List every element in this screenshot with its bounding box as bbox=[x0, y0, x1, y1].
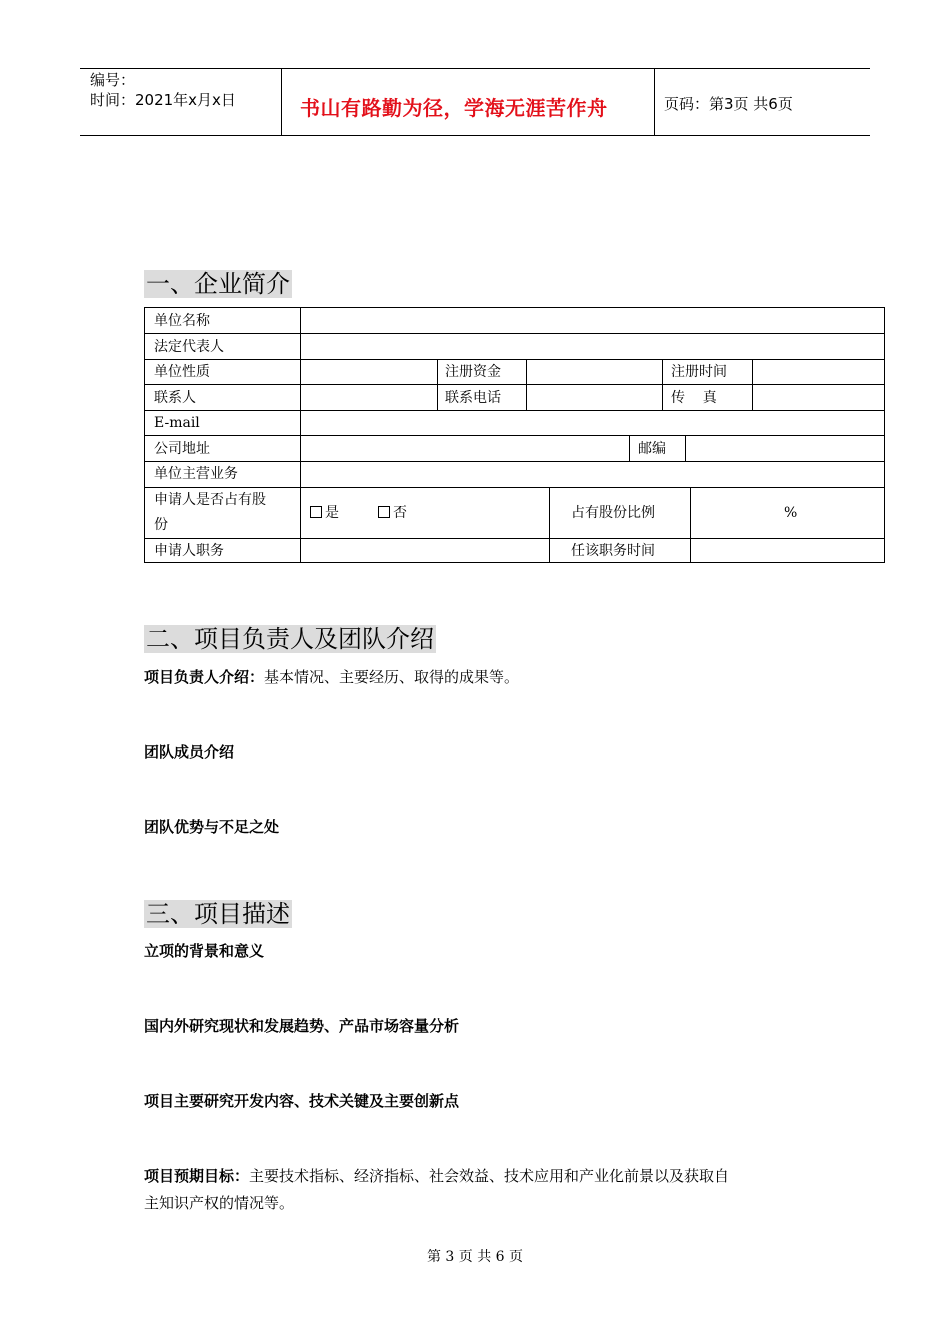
header-meta bbox=[90, 70, 236, 110]
label-main-business: 单位主营业务 bbox=[154, 466, 238, 482]
goals-label: 项目预期目标： bbox=[144, 1167, 250, 1185]
table-col-rule bbox=[752, 359, 753, 410]
label-position-time: 任该职务时间 bbox=[571, 543, 655, 559]
label-fax: 传 真 bbox=[671, 390, 717, 406]
team-members-heading: 团队成员介绍 bbox=[144, 743, 235, 761]
section-title-team: 二、项目负责人及团队介绍 bbox=[146, 625, 434, 653]
main-content-heading: 项目主要研究开发内容、技术关键及主要创新点 bbox=[144, 1092, 460, 1110]
label-position: 申请人职务 bbox=[154, 543, 224, 559]
label-unit-nature: 单位性质 bbox=[154, 364, 210, 380]
document-number-label: 编号： bbox=[90, 71, 136, 89]
table-col-rule bbox=[690, 487, 691, 562]
table-col-rule bbox=[526, 359, 527, 410]
table-col-rule bbox=[437, 359, 438, 410]
option-no-label: 否 bbox=[393, 505, 407, 521]
table-col-rule bbox=[549, 487, 550, 562]
company-info-table bbox=[144, 307, 885, 563]
background-heading: 立项的背景和意义 bbox=[144, 942, 265, 960]
label-reg-capital: 注册资金 bbox=[445, 364, 501, 380]
table-rule bbox=[145, 461, 884, 462]
goals-text-1: 主要技术指标、经济指标、社会效益、技术应用和产业化前景以及获取自 bbox=[249, 1167, 730, 1185]
label-reg-time: 注册时间 bbox=[671, 364, 727, 380]
label-share-ratio: 占有股份比例 bbox=[571, 505, 655, 521]
header-motto: 书山有路勤为径，学海无涯苦作舟 bbox=[300, 96, 608, 120]
label-unit-name: 单位名称 bbox=[154, 313, 210, 329]
label-has-shares-1: 申请人是否占有股 bbox=[154, 492, 266, 508]
table-rule bbox=[145, 538, 884, 539]
table-col-rule bbox=[300, 308, 301, 562]
label-legal-rep: 法定代表人 bbox=[154, 339, 224, 355]
page-footer: 第 3 页 共 6 页 bbox=[426, 1249, 524, 1265]
table-col-rule bbox=[685, 435, 686, 461]
percent-sign: % bbox=[784, 505, 798, 521]
header-top-rule bbox=[80, 68, 870, 69]
research-status-heading: 国内外研究现状和发展趋势、产品市场容量分析 bbox=[144, 1017, 460, 1035]
label-contact: 联系人 bbox=[154, 390, 196, 406]
document-date: 时间：2021年x月x日 bbox=[90, 91, 236, 109]
label-postcode: 邮编 bbox=[638, 441, 666, 457]
team-strengths-heading: 团队优势与不足之处 bbox=[144, 818, 280, 836]
header-page-info: 页码：第3页 共6页 bbox=[664, 95, 793, 113]
section-title-company: 一、企业简介 bbox=[146, 270, 290, 298]
label-address: 公司地址 bbox=[154, 441, 210, 457]
checkbox-yes[interactable] bbox=[310, 506, 322, 518]
goals-paragraph bbox=[144, 1162, 729, 1190]
table-col-rule bbox=[629, 435, 630, 461]
table-rule bbox=[145, 359, 884, 360]
goals-text-2: 主知识产权的情况等。 bbox=[144, 1194, 295, 1212]
table-rule bbox=[145, 333, 884, 334]
table-rule bbox=[145, 435, 884, 436]
option-no[interactable] bbox=[378, 502, 407, 524]
option-yes[interactable] bbox=[310, 502, 339, 524]
label-phone: 联系电话 bbox=[445, 390, 501, 406]
label-has-shares-2: 份 bbox=[154, 517, 168, 533]
checkbox-no[interactable] bbox=[378, 506, 390, 518]
label-email: E-mail bbox=[154, 415, 200, 431]
leader-intro-text: 基本情况、主要经历、取得的成果等。 bbox=[264, 668, 520, 686]
table-col-rule bbox=[662, 359, 663, 410]
header-bottom-rule bbox=[80, 135, 870, 136]
leader-intro bbox=[144, 663, 519, 691]
leader-intro-label: 项目负责人介绍： bbox=[144, 668, 265, 686]
header-divider-right bbox=[654, 68, 655, 136]
option-yes-label: 是 bbox=[325, 505, 339, 521]
table-rule bbox=[145, 384, 884, 385]
header-divider-left bbox=[281, 68, 282, 136]
table-rule bbox=[145, 410, 884, 411]
table-rule bbox=[145, 487, 884, 488]
section-title-project: 三、项目描述 bbox=[146, 900, 290, 928]
